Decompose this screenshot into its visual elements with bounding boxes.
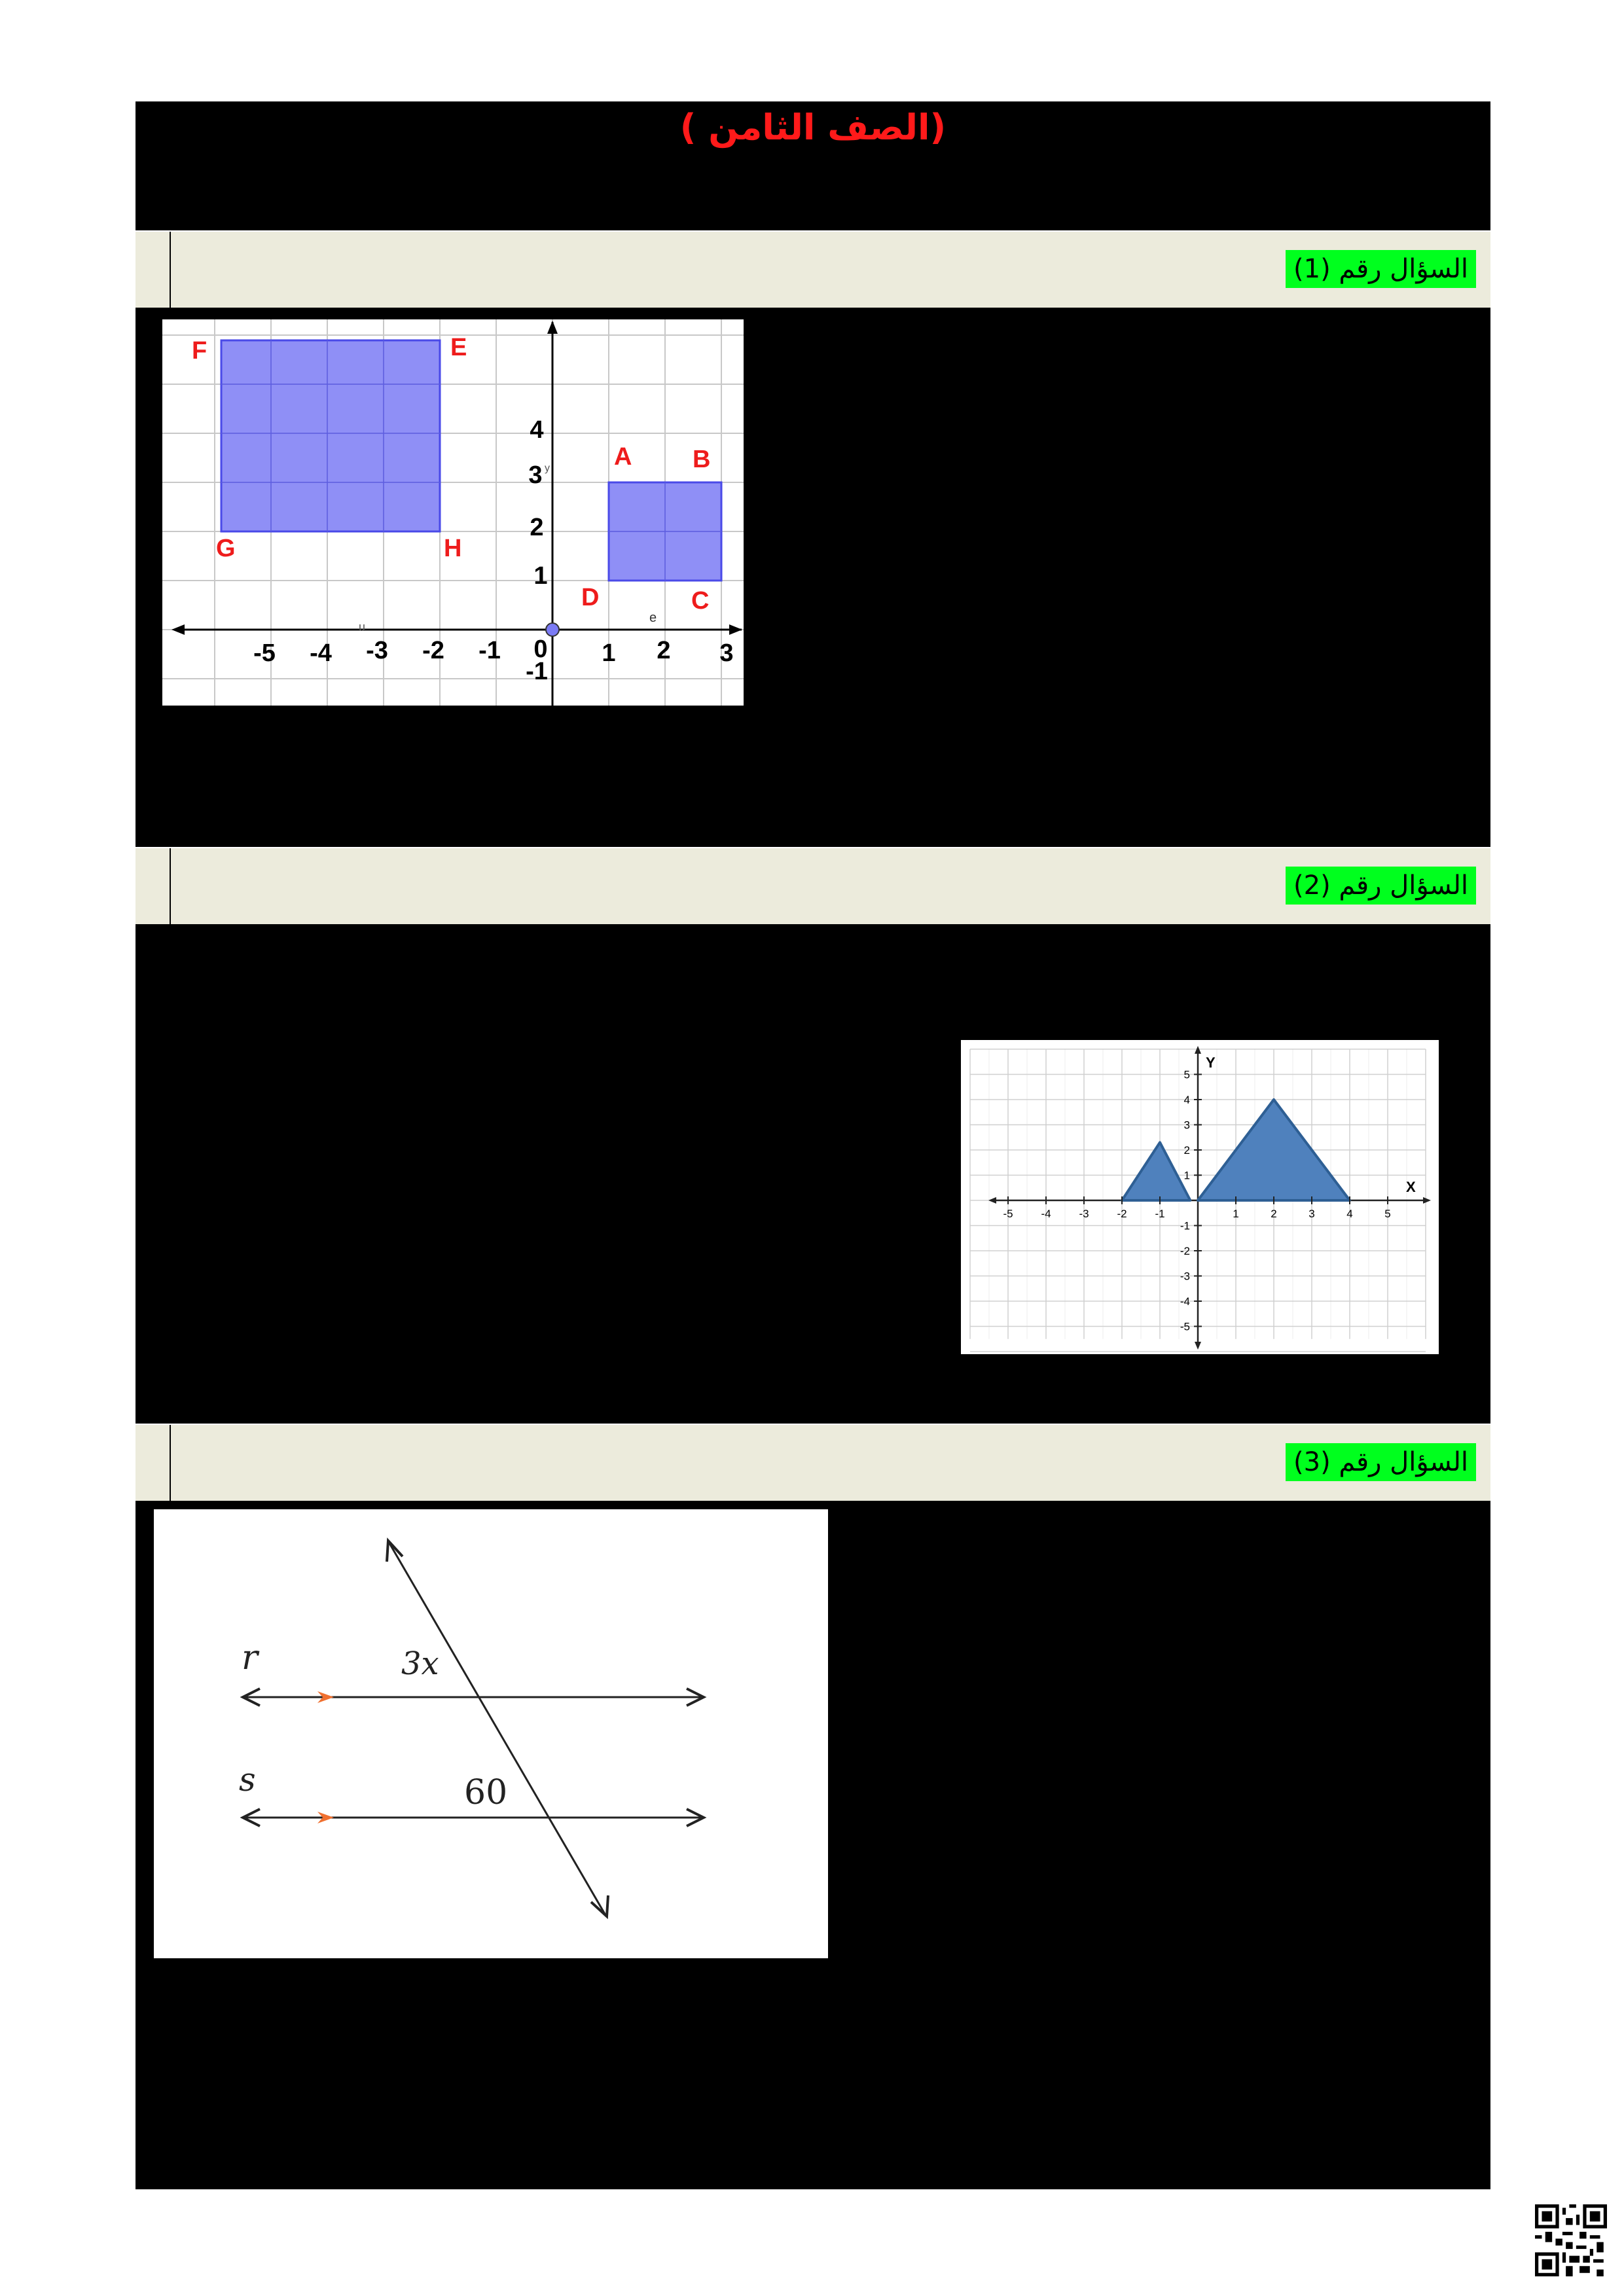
tick-label-x--1: -1 xyxy=(478,637,501,664)
tick-label-x-1: 1 xyxy=(602,639,616,667)
angle-label-60: 60 xyxy=(464,1773,508,1812)
vertex-label-e: E xyxy=(450,334,467,361)
tick-label-y: 2 xyxy=(1183,1144,1190,1157)
tick-label-y: -5 xyxy=(1180,1320,1190,1333)
vertex-label-b: B xyxy=(693,446,711,473)
tick-label-x: -4 xyxy=(1041,1208,1051,1220)
question-3-label: السؤال رقم (3) xyxy=(1286,1443,1476,1481)
vertex-label-c: C xyxy=(691,587,710,615)
question-2-label: السؤال رقم (2) xyxy=(1286,867,1476,905)
figure-2-graph xyxy=(961,1040,1439,1354)
axis-label-y: Y xyxy=(1206,1054,1216,1071)
angle-label-3x: 3x xyxy=(401,1645,439,1682)
vertex-label-h: H xyxy=(444,535,462,562)
tick-label-y--1: -1 xyxy=(526,658,548,685)
figure-1-svg xyxy=(162,319,744,706)
figure-1-graph xyxy=(162,319,744,706)
vertex-label-f: F xyxy=(192,337,208,365)
transversal-line xyxy=(389,1543,605,1915)
question-2-header xyxy=(135,847,1490,924)
tick-label-y: 4 xyxy=(1183,1094,1190,1106)
point-label-e: e xyxy=(649,611,657,625)
tick-label-y: 3 xyxy=(1183,1119,1190,1132)
figure-3-svg xyxy=(154,1509,828,1958)
tick-label-y: 5 xyxy=(1183,1068,1190,1081)
point-label-y: y xyxy=(545,463,550,474)
tick-label-x--4: -4 xyxy=(310,639,332,667)
tick-label-x: -2 xyxy=(1117,1208,1127,1220)
small-triangle xyxy=(1122,1142,1190,1200)
tick-label-x-2: 2 xyxy=(657,637,671,664)
vertex-label-d: D xyxy=(581,584,600,611)
figure-3-diagram xyxy=(154,1509,828,1958)
tick-label-x: 1 xyxy=(1233,1208,1239,1220)
vertex-label-a: A xyxy=(614,443,632,471)
tick-label-x: -3 xyxy=(1079,1208,1089,1220)
question-1-label: السؤال رقم (1) xyxy=(1286,250,1476,288)
page-title: (الصف الثامن ) xyxy=(679,107,947,148)
figure-2-svg xyxy=(961,1040,1439,1354)
tick-label-x-0: 0 xyxy=(533,636,548,663)
tick-label-y-3: 3 xyxy=(528,461,543,489)
tick-label-y-2: 2 xyxy=(530,514,544,541)
tick-label-x--3: -3 xyxy=(366,637,388,664)
vertex-label-g: G xyxy=(216,535,236,562)
tick-label-x: 5 xyxy=(1384,1208,1391,1220)
question-3-header xyxy=(135,1424,1490,1501)
tick-label-y-4: 4 xyxy=(530,416,544,444)
point-label-u: u xyxy=(359,620,366,634)
tick-label-y: -2 xyxy=(1180,1245,1190,1257)
tick-label-x: 4 xyxy=(1346,1208,1353,1220)
tick-label-x: -5 xyxy=(1003,1208,1013,1220)
tick-label-x: -1 xyxy=(1155,1208,1165,1220)
tick-label-x--2: -2 xyxy=(422,637,444,664)
qr-code xyxy=(1535,2204,1607,2276)
tick-label-y-1: 1 xyxy=(533,562,548,590)
tick-label-x: 2 xyxy=(1271,1208,1277,1220)
tick-label-y: 1 xyxy=(1183,1169,1190,1182)
question-1-header xyxy=(135,230,1490,308)
tick-label-y: -4 xyxy=(1180,1295,1190,1308)
tick-label-x: 3 xyxy=(1308,1208,1315,1220)
axis-label-x: X xyxy=(1406,1179,1416,1195)
line-label-s: s xyxy=(239,1761,256,1799)
tick-label-x-3: 3 xyxy=(719,639,734,667)
origin-point xyxy=(546,623,559,636)
tick-label-y: -1 xyxy=(1180,1219,1190,1232)
rectangle-efgh xyxy=(221,340,440,531)
tick-label-y: -3 xyxy=(1180,1270,1190,1283)
tick-label-x--5: -5 xyxy=(253,639,276,667)
line-label-r: r xyxy=(242,1638,258,1677)
